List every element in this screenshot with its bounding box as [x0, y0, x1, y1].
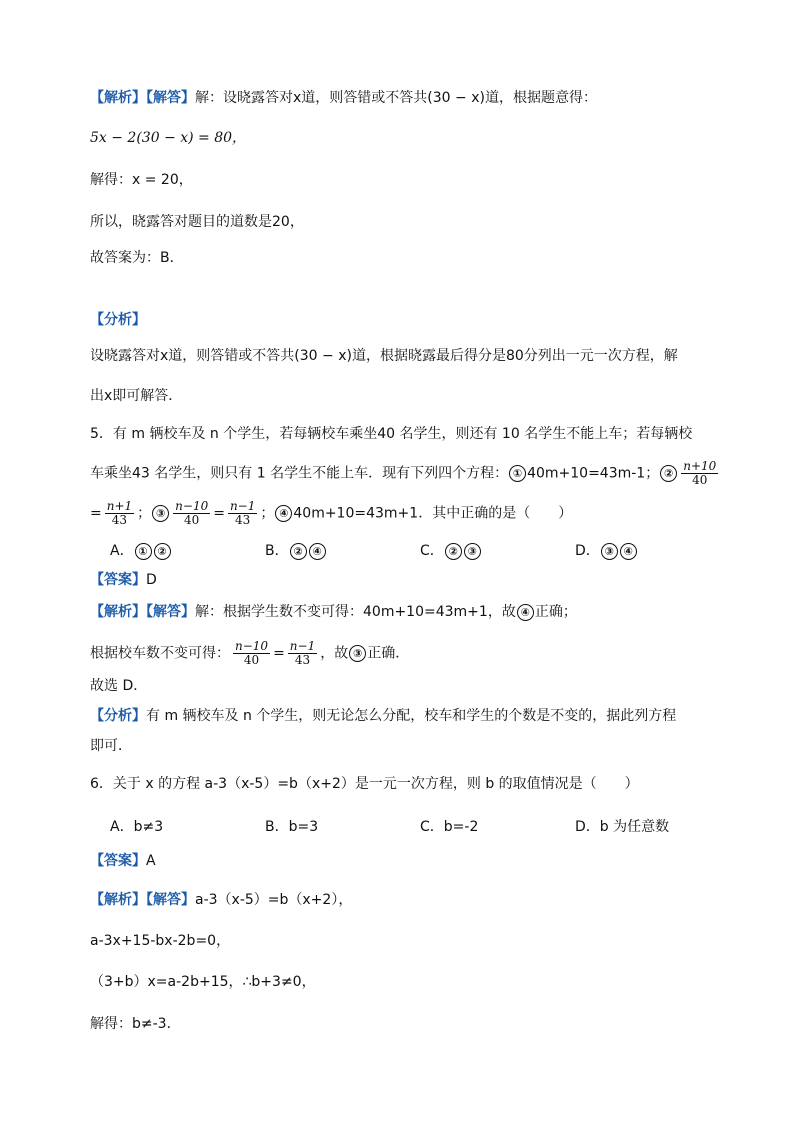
q6-option-a[interactable]: A．b≠3	[110, 819, 164, 835]
q4-final-answer: 故答案为：B．	[90, 250, 184, 266]
q5-option-b[interactable]: B． ② ④	[265, 540, 327, 560]
q6-solution-line-1: 【解析】【解答】a-3（x-5）=b（x+2），	[90, 892, 353, 908]
q6-option-c[interactable]: C．b=-2	[420, 819, 479, 835]
q5-answer	[90, 570, 157, 590]
q5-stem-line-1: 5．有 m 辆校车及 n 个学生，若每辆校车乘坐40 名学生，则还有 10 名学生不能上车；若每辆校	[90, 426, 693, 442]
q5-stem-line-2	[90, 460, 721, 487]
semicolon: ；	[137, 505, 152, 522]
circled-4: ④	[517, 604, 534, 621]
q4-analysis-tag: 【分析】	[90, 312, 146, 328]
circled-3: ③	[152, 505, 169, 522]
q6-answer	[90, 851, 156, 871]
circled-2: ②	[660, 465, 677, 482]
q6-solution-line-2: a-3x+15-bx-2b=0，	[90, 933, 231, 949]
solution-text: 解：设晓露答对x道，则答错或不答共(30 − x)道，根据题意得：	[195, 90, 597, 106]
answer-tag: 【答案】	[90, 572, 146, 588]
answer-tag: 【答案】	[90, 853, 146, 869]
equation-1: 40m+10=43m-1；	[527, 465, 660, 482]
q4-analysis-line-2: 出x即可解答．	[90, 388, 183, 404]
q5-stem-line-3	[90, 500, 572, 527]
q6-option-b[interactable]: B．b=3	[265, 819, 319, 835]
q6-stem: 6．关于 x 的方程 a-3（x-5）=b（x+2）是一元一次方程，则 b 的取值情况是（ ）	[90, 776, 639, 792]
equals-sign: =	[213, 505, 225, 522]
q5-analysis-line-2: 即可．	[90, 738, 132, 754]
fraction-n-minus-10-over-40: $\frac{n-10}{40}$	[175, 499, 209, 527]
q5-solution-line-2: 根据校车数不变可得： $\frac{n-10}{40}$ = $\frac{n-1}{43}$ ，故 ③ 正确．	[90, 639, 410, 667]
fraction-n-minus-1-over-43: $\frac{n-1}{43}$	[229, 499, 256, 527]
answer-value: A	[146, 853, 156, 869]
q5-analysis-line-1: 【分析】有 m 辆校车及 n 个学生，则无论怎么分配，校车和学生的个数是不变的，据此列方程	[90, 708, 677, 724]
solution-tag: 【解析】【解答】	[90, 892, 195, 908]
fraction-n-minus-10-over-40: $\frac{n-10}{40}$	[235, 639, 269, 667]
q4-solution-line-1	[90, 88, 597, 108]
q4-result: 所以，晓露答对题目的道数是20，	[90, 214, 304, 230]
analysis-tag: 【分析】	[90, 708, 146, 724]
q5-solution-line-3: 故选 D．	[90, 678, 148, 694]
q4-solve: 解得：x = 20，	[90, 172, 193, 188]
answer-value: D	[146, 572, 157, 588]
circled-4: ④	[275, 505, 292, 522]
q6-solution-line-3: （3+b）x=a-2b+15，∴b+3≠0，	[90, 974, 316, 990]
q4-equation: 5x − 2(30 − x) = 80，	[90, 130, 247, 146]
fraction-n-minus-1-over-43: $\frac{n-1}{43}$	[289, 639, 316, 667]
circled-1: ①	[509, 465, 526, 482]
q4-analysis-line-1: 设晓露答对x道，则答错或不答共(30 − x)道，根据晓露最后得分是80分列出一元一次方程，解	[90, 348, 678, 364]
q5-option-c[interactable]: C． ② ③	[420, 540, 482, 560]
fraction-n-plus-1-over-43: $\frac{n+1}{43}$	[106, 499, 133, 527]
q5-stem-text: 车乘坐43 名学生，则只有 1 名学生不能上车．现有下列四个方程：	[90, 465, 509, 482]
circled-3: ③	[349, 645, 366, 662]
q6-option-d[interactable]: D．b 为任意数	[575, 819, 670, 835]
solution-tag: 【解析】【解答】	[90, 604, 195, 620]
equals-sign: =	[273, 645, 285, 662]
q6-solution-line-4: 解得：b≠-3．	[90, 1016, 181, 1032]
fraction-n-plus-10-over-40: $\frac{n+10}{40}$	[683, 459, 717, 487]
semicolon: ；	[260, 505, 275, 522]
equals-sign: =	[90, 505, 102, 522]
equation-4: 40m+10=43m+1．其中正确的是（ ）	[293, 505, 573, 522]
q5-option-a[interactable]: A． ① ②	[110, 540, 172, 560]
q5-solution-line-1: 【解析】【解答】解：根据学生数不变可得：40m+10=43m+1，故 ④ 正确；	[90, 604, 577, 620]
q5-option-d[interactable]: D． ③ ④	[575, 540, 638, 560]
solution-tag: 【解析】【解答】	[90, 90, 195, 106]
